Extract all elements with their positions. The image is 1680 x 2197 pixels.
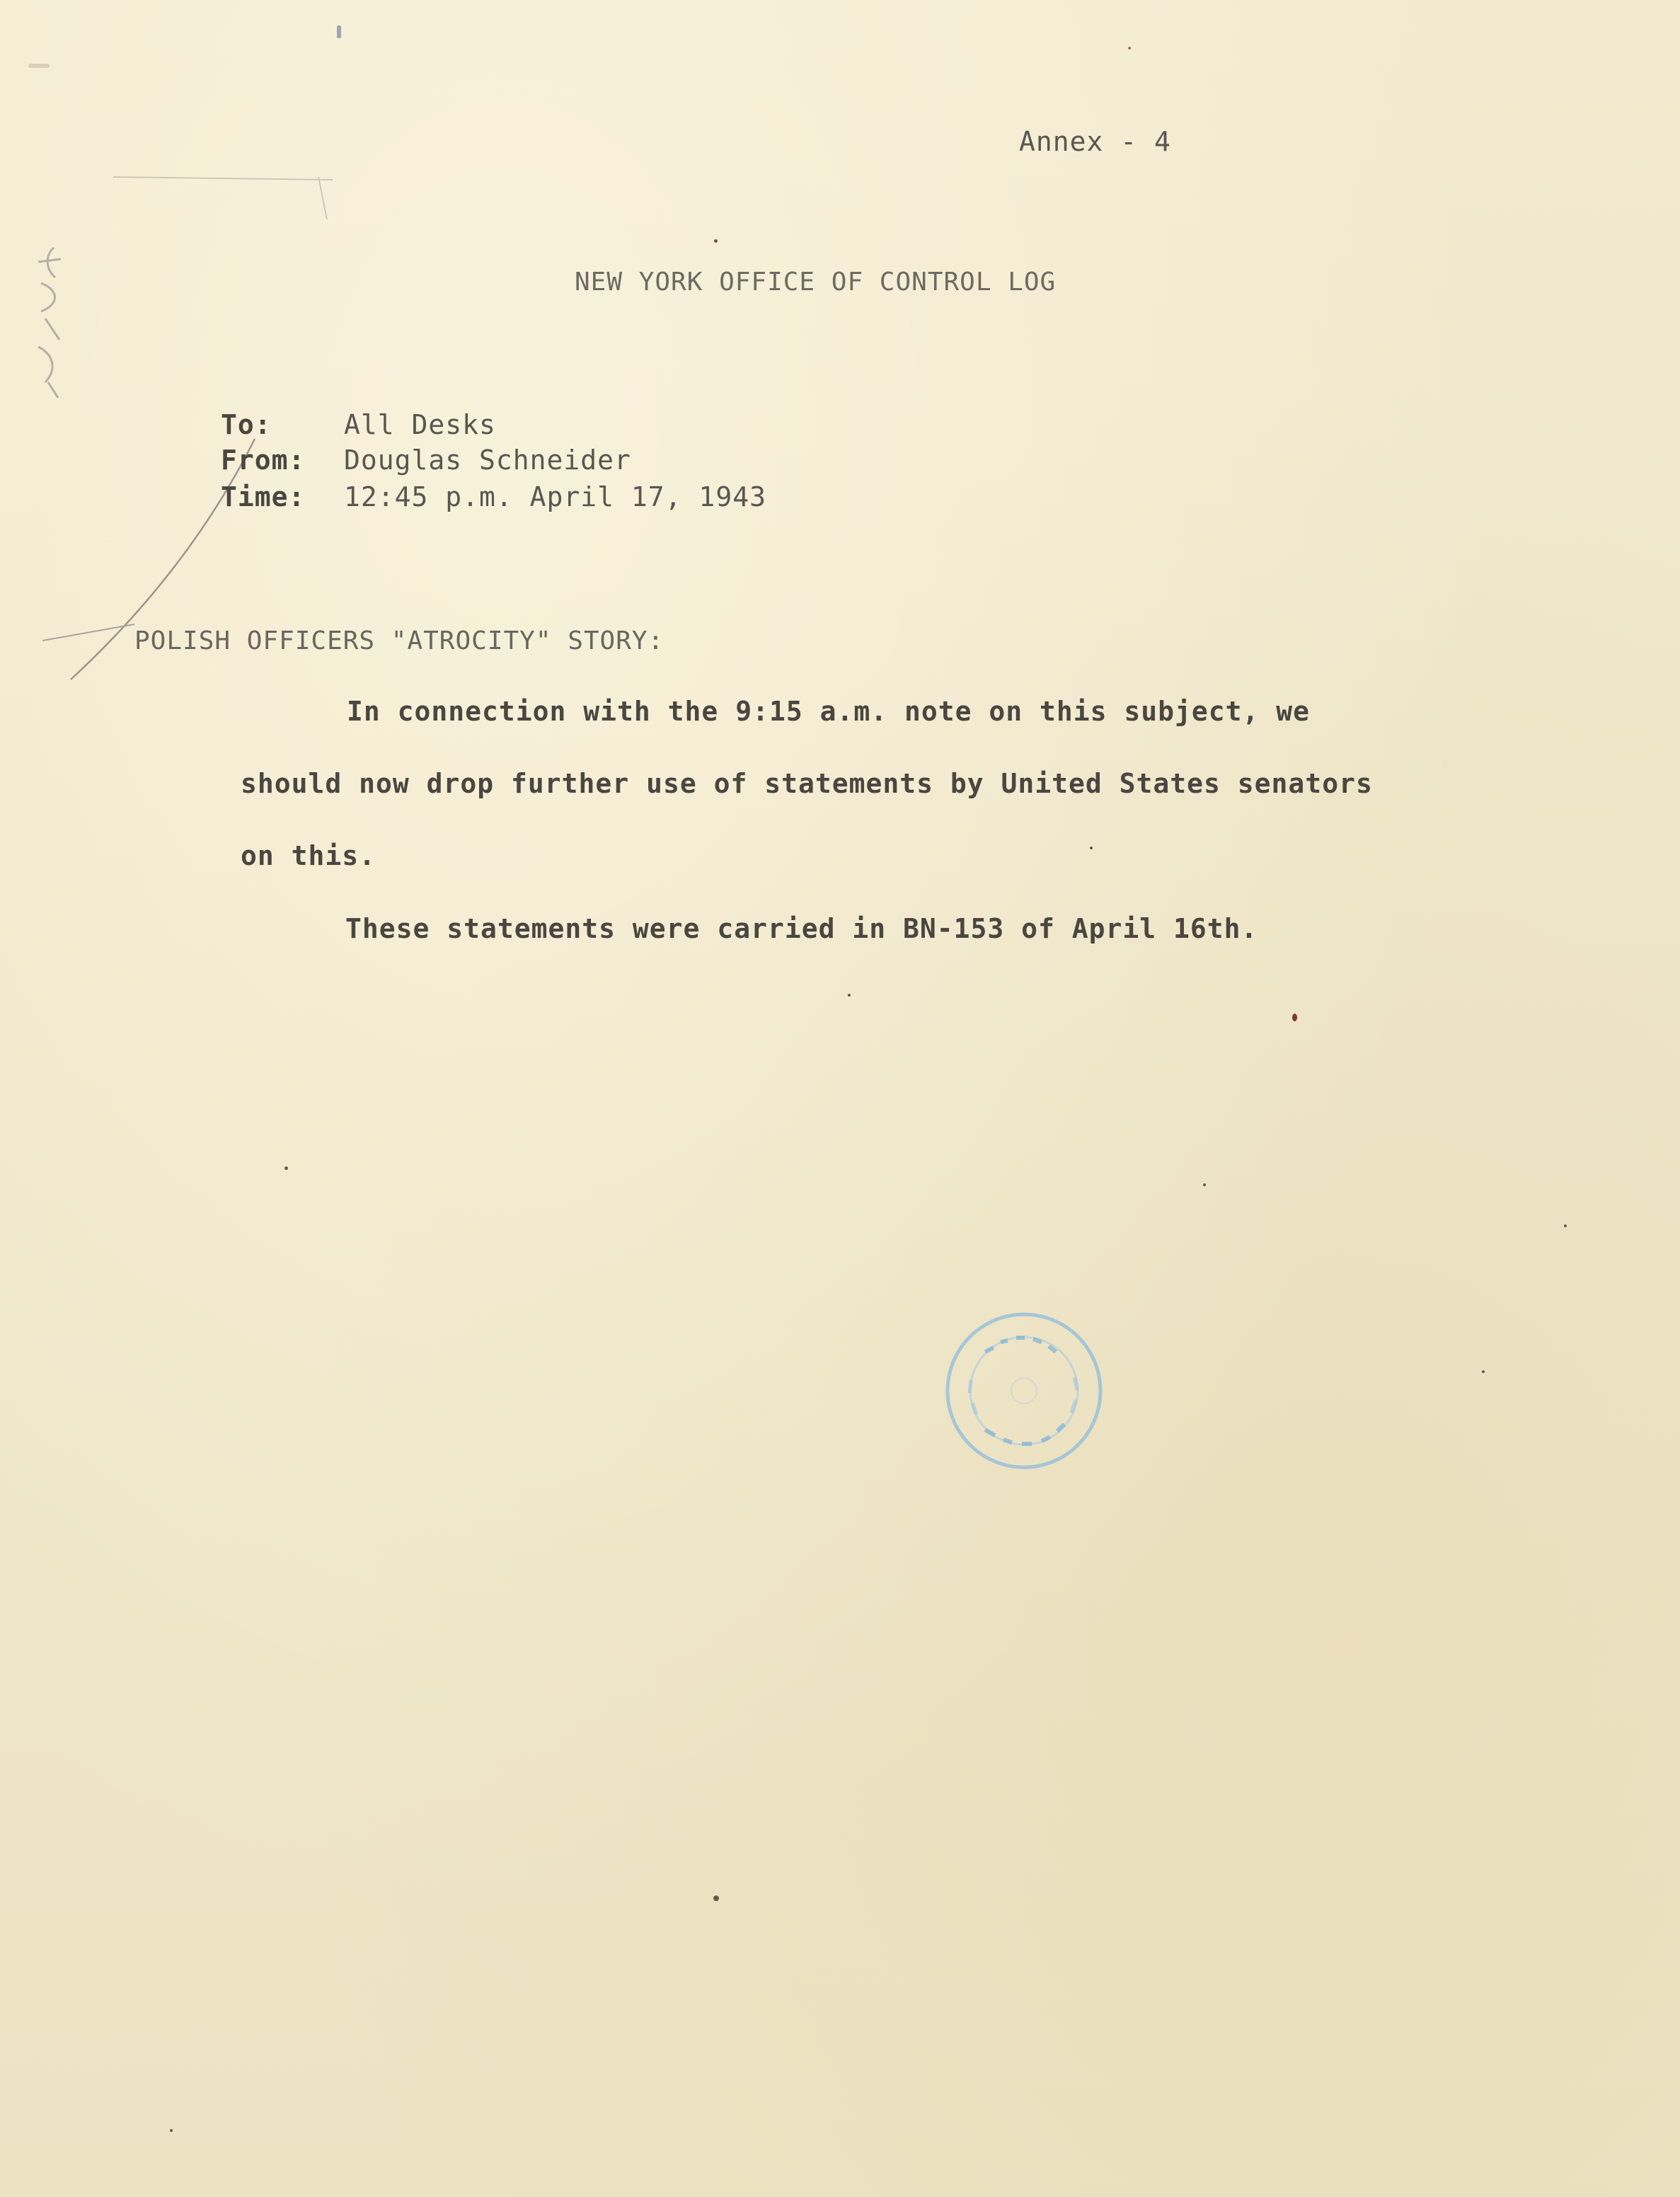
paper-speck bbox=[1090, 847, 1093, 849]
paper-speck bbox=[170, 2129, 173, 2132]
paper-speck bbox=[28, 64, 50, 68]
body-paragraph-line-2: should now drop further use of statements by United States senators bbox=[241, 768, 1373, 799]
paper-speck bbox=[848, 994, 851, 997]
pencil-margin-notation bbox=[17, 241, 74, 403]
time-label: Time: bbox=[221, 481, 306, 512]
pencil-line-mark bbox=[106, 156, 347, 226]
paper-speck bbox=[1292, 1014, 1297, 1021]
library-stamp bbox=[943, 1309, 1105, 1472]
annex-label: Annex - 4 bbox=[1019, 126, 1171, 157]
body-paragraph-line-4: These statements were carried in BN-153 of April 16th. bbox=[345, 913, 1258, 944]
to-value: All Desks bbox=[344, 409, 496, 440]
paper-speck bbox=[1564, 1224, 1567, 1227]
paper-speck bbox=[1128, 47, 1131, 50]
to-label: To: bbox=[221, 409, 272, 440]
paper-speck bbox=[1482, 1370, 1485, 1373]
from-value: Douglas Schneider bbox=[344, 444, 631, 476]
from-label: From: bbox=[221, 444, 306, 476]
document-title: NEW YORK OFFICE OF CONTROL LOG bbox=[575, 268, 1057, 297]
body-paragraph-line-1: In connection with the 9:15 a.m. note on this subject, we bbox=[347, 696, 1311, 727]
paper-speck bbox=[284, 1166, 288, 1170]
paper-speck bbox=[713, 1895, 719, 1901]
paper-speck bbox=[337, 25, 341, 38]
time-value: 12:45 p.m. April 17, 1943 bbox=[344, 481, 766, 512]
paper-speck bbox=[714, 239, 718, 243]
subject-heading: POLISH OFFICERS "ATROCITY" STORY: bbox=[134, 626, 664, 655]
paper-speck bbox=[1203, 1183, 1206, 1186]
body-paragraph-line-3: on this. bbox=[241, 840, 376, 871]
